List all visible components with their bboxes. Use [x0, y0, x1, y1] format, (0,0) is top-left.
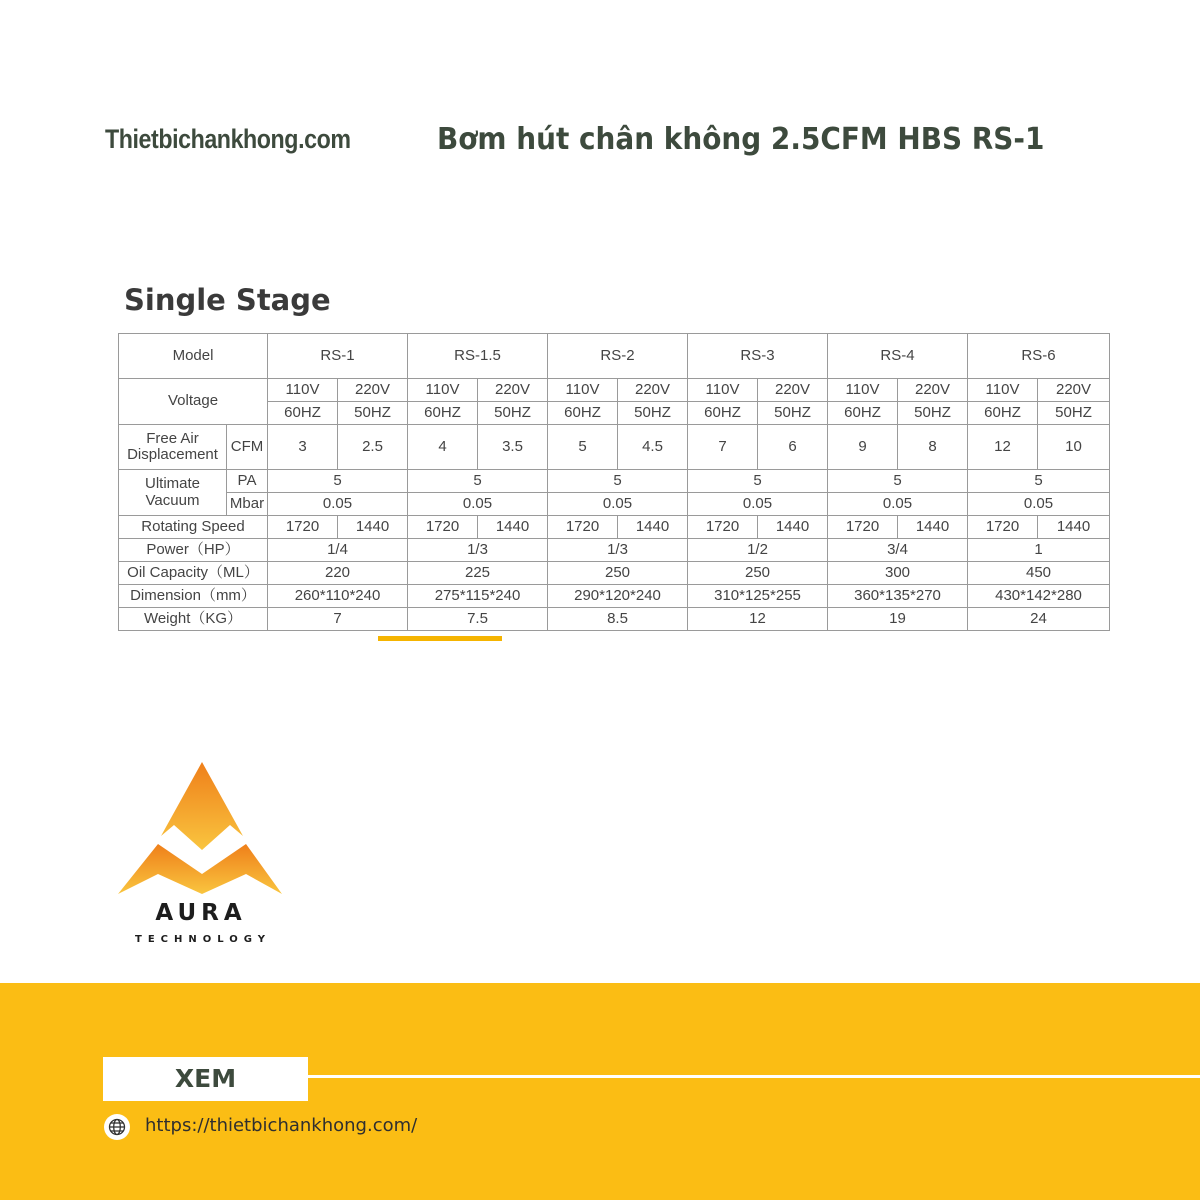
table-row [119, 425, 1110, 470]
voltage-cell: 110V [268, 379, 338, 402]
rpm-cell: 1720 [688, 516, 758, 539]
model-name-cell: RS-1.5 [408, 334, 548, 379]
aura-logo [118, 762, 288, 945]
power-cell: 1 [968, 539, 1110, 562]
model-name-cell: RS-2 [548, 334, 688, 379]
table-row [119, 379, 1110, 402]
row-label-oil: Oil Capacity（ML） [119, 562, 268, 585]
cfm-cell: 5 [548, 425, 618, 470]
voltage-cell: 220V [1038, 379, 1110, 402]
row-label-free-air [119, 425, 227, 470]
unit-label-cfm: CFM [227, 425, 268, 470]
rpm-cell: 1440 [758, 516, 828, 539]
weight-cell: 12 [688, 608, 828, 631]
rpm-cell: 1440 [898, 516, 968, 539]
weight-cell: 24 [968, 608, 1110, 631]
view-button[interactable]: XEM [103, 1057, 308, 1101]
page-title: Bơm hút chân không 2.5CFM HBS RS-1 [437, 122, 1045, 157]
table-row [119, 585, 1110, 608]
rpm-cell: 1440 [1038, 516, 1110, 539]
power-cell: 1/3 [548, 539, 688, 562]
table-row [119, 562, 1110, 585]
voltage-cell: 110V [968, 379, 1038, 402]
table-row [119, 402, 1110, 425]
rpm-cell: 1440 [338, 516, 408, 539]
pa-cell: 5 [268, 470, 408, 493]
row-label-dimension: Dimension（mm） [119, 585, 268, 608]
voltage-cell: 220V [338, 379, 408, 402]
oil-cell: 225 [408, 562, 548, 585]
weight-cell: 7.5 [408, 608, 548, 631]
voltage-cell: 110V [548, 379, 618, 402]
dimension-cell: 310*125*255 [688, 585, 828, 608]
table-row [119, 516, 1110, 539]
frequency-cell: 60HZ [268, 402, 338, 425]
voltage-cell: 110V [688, 379, 758, 402]
oil-cell: 220 [268, 562, 408, 585]
cfm-cell: 3 [268, 425, 338, 470]
frequency-cell: 50HZ [1038, 402, 1110, 425]
label-line: Ultimate [144, 475, 200, 492]
dimension-cell: 290*120*240 [548, 585, 688, 608]
table-heading: Single Stage [124, 283, 331, 317]
model-name-cell: RS-1 [268, 334, 408, 379]
cfm-cell: 7 [688, 425, 758, 470]
rpm-cell: 1720 [828, 516, 898, 539]
divider-line [308, 1075, 1200, 1078]
dimension-cell: 430*142*280 [968, 585, 1110, 608]
row-label-model: Model [119, 334, 268, 379]
spec-table [118, 333, 1110, 631]
pa-cell: 5 [548, 470, 688, 493]
cfm-cell: 2.5 [338, 425, 408, 470]
voltage-cell: 220V [898, 379, 968, 402]
voltage-cell: 110V [828, 379, 898, 402]
voltage-cell: 220V [758, 379, 828, 402]
dimension-cell: 260*110*240 [268, 585, 408, 608]
label-line: Vacuum [145, 491, 200, 509]
footer-band [0, 983, 1200, 1200]
mbar-cell: 0.05 [408, 493, 548, 516]
table-row [119, 334, 1110, 379]
pa-cell: 5 [968, 470, 1110, 493]
frequency-cell: 50HZ [898, 402, 968, 425]
oil-cell: 250 [548, 562, 688, 585]
frequency-cell: 60HZ [968, 402, 1038, 425]
voltage-cell: 110V [408, 379, 478, 402]
frequency-cell: 50HZ [338, 402, 408, 425]
mbar-cell: 0.05 [828, 493, 968, 516]
website-link[interactable]: https://thietbichankhong.com/ [145, 1115, 418, 1136]
rpm-cell: 1720 [268, 516, 338, 539]
voltage-cell: 220V [618, 379, 688, 402]
frequency-cell: 60HZ [688, 402, 758, 425]
mbar-cell: 0.05 [268, 493, 408, 516]
row-label-voltage: Voltage [119, 379, 268, 425]
model-name-cell: RS-4 [828, 334, 968, 379]
site-brand: Thietbichankhong.com [105, 124, 351, 154]
weight-cell: 7 [268, 608, 408, 631]
cfm-cell: 6 [758, 425, 828, 470]
table-row [119, 470, 1110, 493]
rpm-cell: 1720 [548, 516, 618, 539]
rpm-cell: 1720 [408, 516, 478, 539]
power-cell: 1/4 [268, 539, 408, 562]
frequency-cell: 50HZ [478, 402, 548, 425]
weight-cell: 8.5 [548, 608, 688, 631]
frequency-cell: 50HZ [618, 402, 688, 425]
cfm-cell: 9 [828, 425, 898, 470]
logo-name: AURA [155, 900, 247, 926]
cfm-cell: 3.5 [478, 425, 548, 470]
frequency-cell: 60HZ [548, 402, 618, 425]
frequency-cell: 60HZ [828, 402, 898, 425]
row-label-weight: Weight（KG） [119, 608, 268, 631]
model-name-cell: RS-6 [968, 334, 1110, 379]
rpm-cell: 1440 [618, 516, 688, 539]
table-row [119, 539, 1110, 562]
label-line: Free Air [146, 429, 199, 447]
oil-cell: 300 [828, 562, 968, 585]
power-cell: 1/2 [688, 539, 828, 562]
dimension-cell: 360*135*270 [828, 585, 968, 608]
pa-cell: 5 [408, 470, 548, 493]
cfm-cell: 4.5 [618, 425, 688, 470]
logo-subtitle: TECHNOLOGY [135, 934, 271, 945]
mbar-cell: 0.05 [688, 493, 828, 516]
mountain-logo-icon [118, 762, 288, 897]
row-label-power: Power（HP） [119, 539, 268, 562]
label-line: Displacement [127, 446, 218, 463]
cfm-cell: 8 [898, 425, 968, 470]
unit-label-pa: PA [227, 470, 268, 493]
pa-cell: 5 [688, 470, 828, 493]
pa-cell: 5 [828, 470, 968, 493]
table-row [119, 608, 1110, 631]
frequency-cell: 50HZ [758, 402, 828, 425]
cfm-cell: 4 [408, 425, 478, 470]
globe-icon [104, 1114, 130, 1140]
voltage-cell: 220V [478, 379, 548, 402]
frequency-cell: 60HZ [408, 402, 478, 425]
model-name-cell: RS-3 [688, 334, 828, 379]
power-cell: 3/4 [828, 539, 968, 562]
cfm-cell: 12 [968, 425, 1038, 470]
mbar-cell: 0.05 [548, 493, 688, 516]
cfm-cell: 10 [1038, 425, 1110, 470]
rpm-cell: 1720 [968, 516, 1038, 539]
weight-cell: 19 [828, 608, 968, 631]
unit-label-mbar: Mbar [227, 493, 268, 516]
table-row [119, 493, 1110, 516]
oil-cell: 250 [688, 562, 828, 585]
oil-cell: 450 [968, 562, 1110, 585]
power-cell: 1/3 [408, 539, 548, 562]
row-label-ultimate-vacuum [119, 470, 227, 516]
mbar-cell: 0.05 [968, 493, 1110, 516]
accent-underline [378, 636, 502, 641]
dimension-cell: 275*115*240 [408, 585, 548, 608]
rpm-cell: 1440 [478, 516, 548, 539]
row-label-rotating-speed: Rotating Speed [119, 516, 268, 539]
